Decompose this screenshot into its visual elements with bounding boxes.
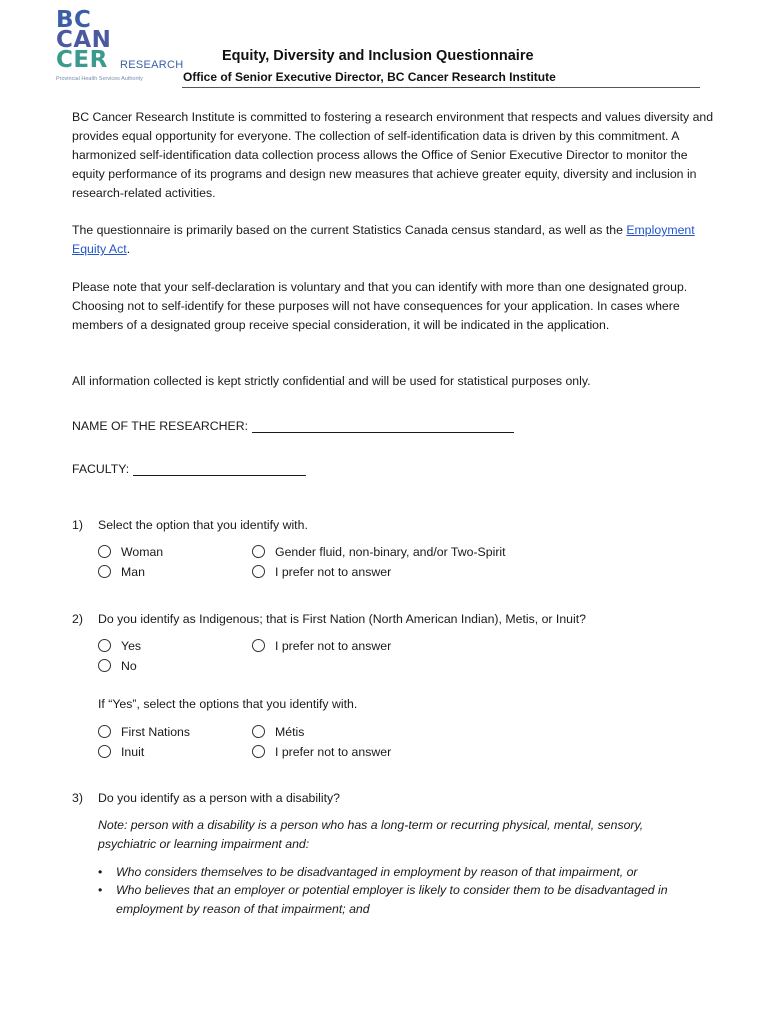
q2-option-inuit[interactable]	[98, 745, 144, 759]
logo-line-can: CAN	[56, 27, 112, 53]
question-3-bullet-1-text: Who considers themselves to be disadvantaged in employment by reason of that impairment, or	[116, 865, 638, 879]
logo-line-bc: BC	[56, 7, 92, 33]
intro-paragraph-1: BC Cancer Research Institute is committed to fostering a research environment that respects and values diversity and provides equal opportunity for everyone. The collection of self-identification data is driven by this commitment. A harmonized self-identification data collection process allows the Office of Senior Executive Director to monitor the equity performance of its programs and design new measures that achieve greater equity, diversity and inclusion in research-related activities.	[72, 110, 714, 200]
question-3-note: Note: person with a disability is a person who has a long-term or recurring physical, mental, sensory, psychiatric or learning impairment and:	[98, 818, 644, 851]
q2-option-metis[interactable]	[252, 725, 304, 739]
radio-icon[interactable]	[252, 725, 265, 738]
q1-option-woman-label: Woman	[121, 545, 164, 559]
intro-paragraph-2-end: .	[126, 242, 131, 256]
radio-icon[interactable]	[98, 545, 111, 558]
question-2-text: Do you identify as Indigenous; that is First Nation (North American Indian), Metis, or Inuit?	[98, 612, 587, 626]
radio-icon[interactable]	[252, 565, 265, 578]
q1-option-prefer-not-label: I prefer not to answer	[275, 565, 392, 579]
radio-icon[interactable]	[98, 745, 111, 758]
question-3-bullet-1	[98, 863, 708, 882]
logo-research: RESEARCH	[120, 59, 184, 71]
radio-icon[interactable]	[252, 545, 265, 558]
question-1-number: 1)	[72, 518, 83, 532]
logo-tagline: Provincial Health Services Authority	[56, 76, 143, 82]
q2-option-followup-prefer-not-label: I prefer not to answer	[275, 745, 392, 759]
header-divider	[182, 87, 700, 88]
question-3-text: Do you identify as a person with a disability?	[98, 791, 340, 805]
q2-option-followup-prefer-not[interactable]	[252, 745, 391, 759]
q2-option-yes[interactable]	[98, 639, 141, 653]
q2-option-prefer-not[interactable]	[252, 639, 391, 653]
question-3-number: 3)	[72, 791, 83, 805]
bullet-icon: •	[98, 883, 103, 897]
intro-paragraph-2-text: The questionnaire is primarily based on the current Statistics Canada census standard, as well as the	[72, 223, 627, 237]
q1-option-man-label: Man	[121, 565, 145, 579]
question-1-text: Select the option that you identify with.	[98, 518, 308, 532]
page-title: Equity, Diversity and Inclusion Questionnaire	[222, 48, 534, 64]
researcher-name-field	[72, 418, 514, 433]
radio-icon[interactable]	[98, 565, 111, 578]
q2-option-yes-label: Yes	[121, 639, 142, 653]
radio-icon[interactable]	[98, 725, 111, 738]
q2-option-inuit-label: Inuit	[121, 745, 145, 759]
q2-option-no-label: No	[121, 659, 137, 673]
faculty-label: FACULTY:	[72, 462, 130, 476]
researcher-name-input[interactable]	[252, 418, 514, 433]
radio-icon[interactable]	[98, 659, 111, 672]
intro-paragraph-4: All information collected is kept strictly confidential and will be used for statistical purposes only.	[72, 374, 591, 388]
q2-option-no[interactable]	[98, 659, 137, 673]
employment-equity-act-link[interactable]: Employment Equity Act	[72, 223, 695, 256]
faculty-field	[72, 461, 306, 476]
q1-option-gender-fluid-label: Gender fluid, non-binary, and/or Two-Spirit	[275, 545, 506, 559]
question-2-number: 2)	[72, 612, 83, 626]
intro-paragraph-3: Please note that your self-declaration is voluntary and that you can identify with more than one designated group. Choosing not to self-identify for these purposes will not have consequences for your application. In cases where members of a designated group receive special consideration, it will be indicated in the application.	[72, 280, 688, 332]
q1-option-man[interactable]	[98, 565, 145, 579]
q2-option-metis-label: Métis	[275, 725, 305, 739]
q2-option-first-nations-label: First Nations	[121, 725, 191, 739]
q1-option-woman[interactable]	[98, 545, 163, 559]
faculty-input[interactable]	[133, 461, 306, 476]
logo-line-cer: CER	[56, 47, 108, 73]
q2-option-prefer-not-label: I prefer not to answer	[275, 639, 392, 653]
researcher-name-label: NAME OF THE RESEARCHER:	[72, 419, 249, 433]
page-subtitle: Office of Senior Executive Director, BC Cancer Research Institute	[183, 70, 556, 84]
bullet-icon: •	[98, 865, 103, 879]
q2-option-first-nations[interactable]	[98, 725, 190, 739]
radio-icon[interactable]	[252, 639, 265, 652]
q1-option-gender-fluid[interactable]	[252, 545, 506, 559]
radio-icon[interactable]	[98, 639, 111, 652]
question-3-bullet-2-text: Who believes that an employer or potential employer is likely to consider them to be disadvantaged in employment by reason of that impairment; and	[116, 883, 668, 916]
question-2-followup-text: If “Yes”, select the options that you identify with.	[98, 697, 358, 711]
intro-paragraph-2	[72, 221, 722, 259]
bc-cancer-research-logo	[56, 7, 186, 88]
question-3-bullet-2	[98, 881, 708, 919]
q1-option-prefer-not[interactable]	[252, 565, 391, 579]
radio-icon[interactable]	[252, 745, 265, 758]
